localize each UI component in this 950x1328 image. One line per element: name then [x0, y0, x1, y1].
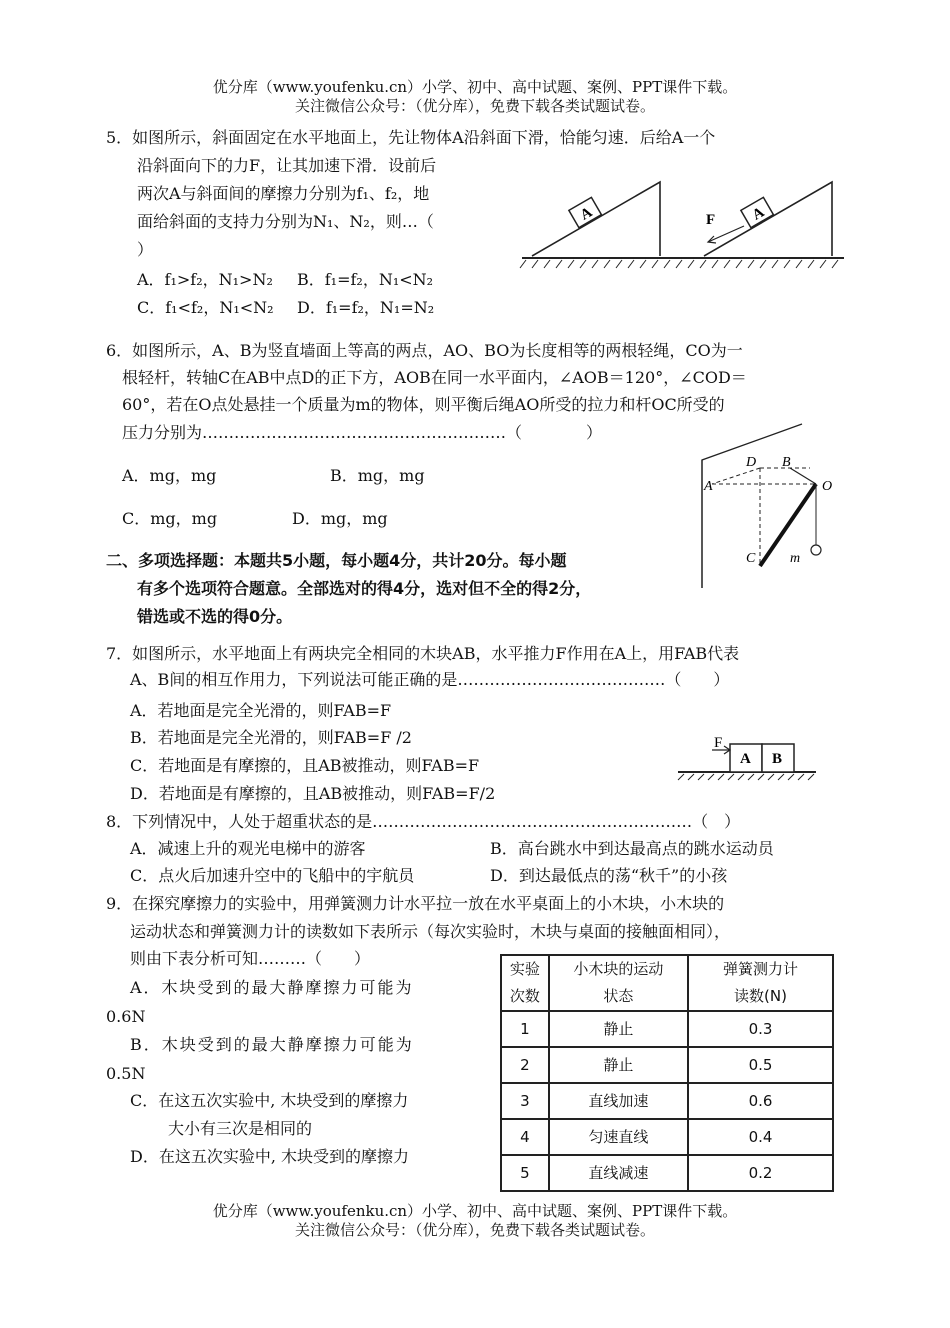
svg-text:A: A [577, 204, 596, 224]
q8-option-b: B．高台跳水中到达最高点的跳水运动员 [490, 839, 774, 858]
q5-option-a: A．f₁>f₂，N₁>N₂ [137, 270, 273, 289]
q6-line: 60°，若在O点处悬挂一个质量为m的物体，则平衡后绳AO所受的拉力和杆OC所受的 [122, 395, 725, 414]
svg-text:O: O [822, 479, 833, 494]
table-cell: 静止 [549, 1047, 688, 1083]
table-header-cell: 小木块的运动 状态 [549, 955, 688, 1011]
section-line: 错选或不选的得0分。 [137, 607, 293, 626]
rope-bo [790, 468, 816, 484]
force-arrow [708, 226, 744, 242]
table-cell: 4 [501, 1119, 549, 1155]
table-cell: 3 [501, 1083, 549, 1119]
table-row [501, 1011, 833, 1047]
q6-line: 6．如图所示，A、B为竖直墙面上等高的两点，AO、BO为长度相等的两根轻绳，CO为一 [106, 341, 743, 360]
table-cell: 匀速直线 [549, 1119, 688, 1155]
table-cell: 静止 [549, 1011, 688, 1047]
q7-line: 7．如图所示，水平地面上有两块完全相同的木块AB，水平推力F作用在A上，用FAB代表 [106, 644, 740, 663]
q9-line: 9．在探究摩擦力的实验中，用弹簧测力计水平拉一放在水平桌面上的小木块，小木块的 [106, 894, 725, 913]
table-cell: 0.5 [688, 1047, 833, 1083]
table-row [501, 1047, 833, 1083]
wall-rope-figure [690, 420, 850, 596]
q8-option-d: D．到达最低点的荡“秋千”的小孩 [490, 866, 728, 885]
table-cell: 5 [501, 1155, 549, 1191]
q5-option-d: D．f₁=f₂，N₁=N₂ [297, 298, 435, 317]
svg-text:B: B [772, 751, 783, 767]
incline-right [704, 182, 832, 256]
table-cell: 直线减速 [549, 1155, 688, 1191]
table-row [501, 1119, 833, 1155]
svg-text:C: C [746, 551, 756, 566]
table-cell: 0.6 [688, 1083, 833, 1119]
table-cell: 0.2 [688, 1155, 833, 1191]
q7-line: A、B间的相互作用力，下列说法可能正确的是…………………………………（ ） [130, 670, 730, 689]
svg-text:A: A [740, 751, 751, 767]
table-header-cell: 实验 次数 [501, 955, 549, 1011]
q5-line: 两次A与斜面间的摩擦力分别为f₁、f₂，地 [137, 184, 430, 203]
experiment-table [500, 954, 834, 1192]
svg-text:A: A [704, 479, 713, 494]
section-line: 有多个选项符合题意。全部选对的得4分，选对但不全的得2分， [137, 579, 592, 598]
q6-line: 根轻杆，转轴C在AB中点D的正下方，AOB在同一水平面内，∠AOB＝120°，∠COD＝ [122, 368, 747, 387]
table-cell: 0.3 [688, 1011, 833, 1047]
hanging-mass [811, 545, 821, 555]
q9-option-a-cont: 0.6N [106, 1007, 146, 1026]
svg-text:m: m [790, 551, 801, 566]
q9-option-a: A．木块受到的最大静摩擦力可能为 [130, 978, 414, 997]
rod-co [760, 484, 816, 566]
table-cell: 直线加速 [549, 1083, 688, 1119]
blocks-figure [676, 732, 826, 782]
q5-line: 5．如图所示，斜面固定在水平地面上，先让物体A沿斜面下滑，恰能匀速．后给A一个 [106, 128, 716, 147]
table-header-cell: 弹簧测力计 读数(N) [688, 955, 833, 1011]
section-line: 二、多项选择题：本题共5小题，每小题4分，共计20分。每小题 [106, 551, 567, 570]
q9-option-c-cont: 大小有三次是相同的 [168, 1119, 313, 1138]
footer-line-1: 优分库（www.youfenku.cn）小学、初中、高中试题、案例、PPT课件下载。 [212, 1202, 738, 1220]
q9-line: 运动状态和弹簧测力计的读数如下表所示（每次实验时，木块与桌面的接触面相同）， [130, 922, 731, 941]
block-left [569, 197, 602, 227]
q7-option-c: C．若地面是有摩擦的，且AB被推动，则FAB=F [130, 756, 480, 775]
q6-option-a: A．mg，mg [122, 466, 217, 485]
svg-text:B: B [782, 455, 791, 470]
q8-option-a: A．减速上升的观光电梯中的游客 [130, 839, 366, 858]
q9-option-d: D．在这五次实验中, 木块受到的摩擦力 [130, 1147, 410, 1166]
q6-option-c: C．mg，mg [122, 509, 218, 528]
q8-option-c: C．点火后加速升空中的飞船中的宇航员 [130, 866, 415, 885]
q9-option-c: C．在这五次实验中, 木块受到的摩擦力 [130, 1091, 409, 1110]
table-header-row [501, 955, 833, 1011]
table-cell: 0.4 [688, 1119, 833, 1155]
q5-option-c: C．f₁<f₂，N₁<N₂ [137, 298, 274, 317]
block-right [741, 197, 774, 227]
q5-option-b: B．f₁=f₂，N₁<N₂ [297, 270, 434, 289]
table-cell: 2 [501, 1047, 549, 1083]
table-row [501, 1155, 833, 1191]
header-line-1: 优分库（www.youfenku.cn）小学、初中、高中试题、案例、PPT课件下载。 [212, 78, 738, 96]
q5-line: 沿斜面向下的力F，让其加速下滑．设前后 [137, 156, 437, 175]
q6-line: 压力分别为…………………………………………………（ ） [122, 423, 603, 442]
footer-line-2: 关注微信公众号：（优分库），免费下载各类试题试卷。 [294, 1221, 655, 1239]
force-label: F [706, 212, 716, 228]
q5-line: ） [137, 240, 154, 259]
table-cell: 1 [501, 1011, 549, 1047]
header-line-2: 关注微信公众号：（优分库），免费下载各类试题试卷。 [294, 97, 655, 115]
svg-text:A: A [749, 204, 768, 224]
q6-option-d: D．mg，mg [292, 509, 388, 528]
q7-option-b: B．若地面是完全光滑的，则FAB=F /2 [130, 728, 412, 747]
q8-stem: 8．下列情况中，人处于超重状态的是……………………………………………………（ ） [106, 812, 741, 831]
svg-text:D: D [746, 455, 757, 470]
incline-left [532, 182, 660, 256]
table-row [501, 1083, 833, 1119]
incline-figure [518, 176, 848, 272]
q9-option-b-cont: 0.5N [106, 1064, 146, 1083]
q9-line: 则由下表分析可知………（ ） [130, 949, 371, 968]
q6-option-b: B．mg，mg [330, 466, 425, 485]
q9-option-b: B．木块受到的最大静摩擦力可能为 [130, 1035, 414, 1054]
q5-line: 面给斜面的支持力分别为N₁、N₂，则…（ [137, 212, 434, 231]
push-force-label: F [714, 735, 723, 751]
q7-option-d: D．若地面是有摩擦的，且AB被推动，则FAB=F/2 [130, 784, 496, 803]
q7-option-a: A．若地面是完全光滑的，则FAB=F [130, 701, 392, 720]
